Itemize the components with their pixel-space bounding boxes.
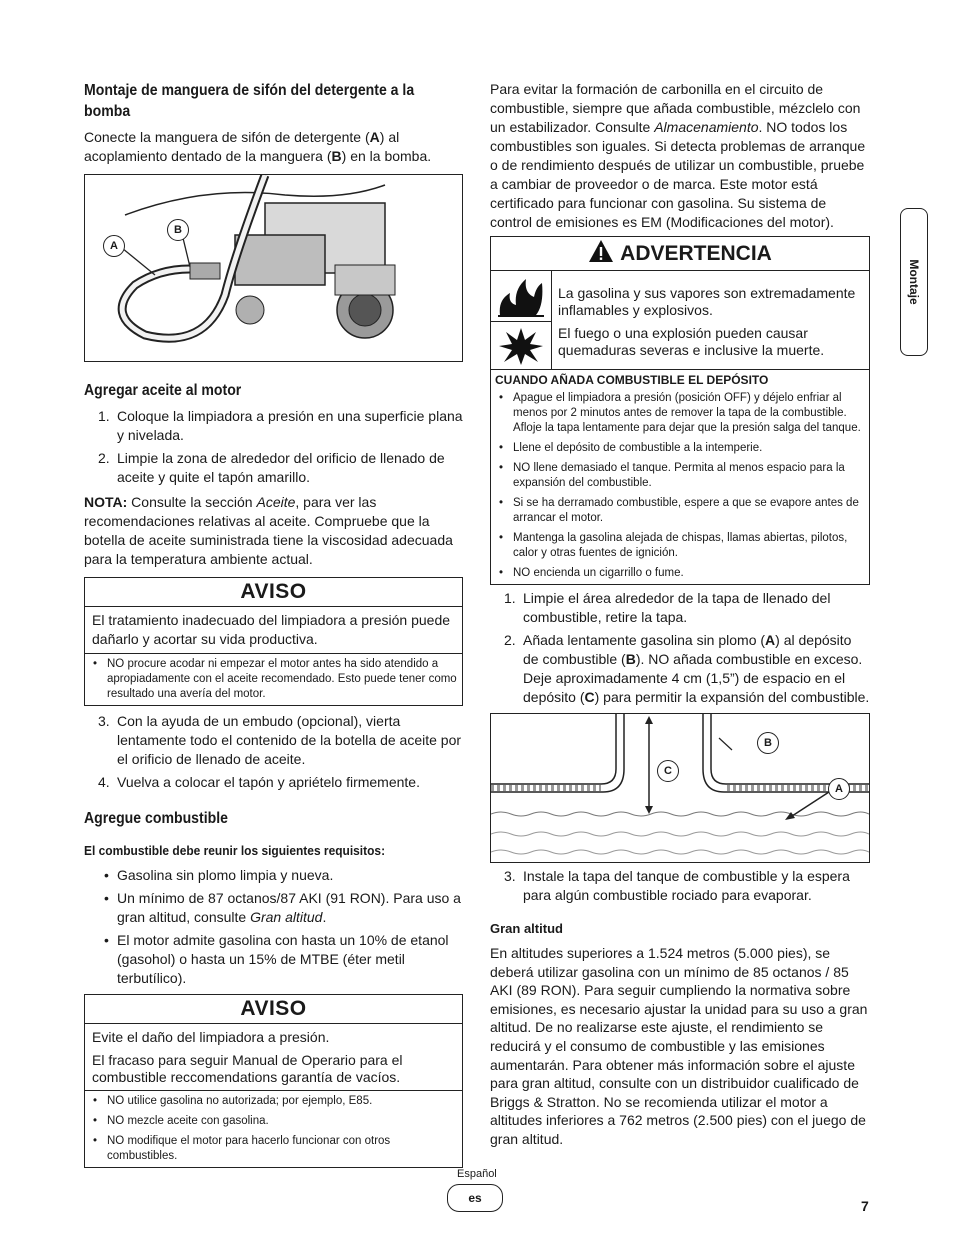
aviso-list [85, 653, 462, 705]
section-title-detergent-hose: Montaje de manguera de sifón del detergente a la bomba [84, 82, 415, 120]
explosion-icon [498, 326, 544, 366]
list-item: • Apague el limpiadora a presión (posición OFF) y déjelo enfriar al menos por 2 minutos antes de remover la tapa de la combustible. Afloje la tapa lentamente para dejar que la presión salga del tanque. [495, 391, 865, 436]
aviso-body: Evite el daño del limpiadora a presión. [92, 1029, 330, 1045]
warning-text-2: El fuego o una explosión pueden causar quemaduras severas e inclusive la muerte. [558, 325, 825, 358]
high-altitude-text: En altitudes superiores a 1.524 metros (5.000 pies), se deberá utilizar gasolina con un mínimo de 85 octanos / 85 AKI (89 RON). Para seguir cumpliendo la normativa sobre emisiones, es necesario ajustar la unidad para su uso a gran altitud. De no realizarse este ajuste, el rendimiento se reducirá y el consumo de combustible y las emisiones aumentarán. Para obtener más información sobre el ajuste para gran altitud, consulte con un distribuidor cualificado de Briggs & Stratton. No se recomienda utilizar el motor a altitudes inferiores a 762 metros (2.500 pies) con el juego de gran altitud. [490, 945, 868, 1147]
aviso-title: AVISO [85, 578, 462, 607]
list-item: 2. Añada lentamente gasolina sin plomo (A) al depósito de combustible (B). NO añada combustible en exceso. Deje aproximadamente 4 cm (1,5”) de espacio en el depósito (C) para permitir la expansión del combustible. [504, 632, 870, 705]
list-item: • El motor admite gasolina con hasta un 10% de etanol (gasohol) o hasta un 15% de MTBE (éter metil terbutílico). [84, 931, 463, 988]
list-item: • Un mínimo de 87 octanos/87 AKI (91 RON). Para uso a gran altitud, consulte Gran altitud. [84, 889, 463, 927]
list-item: • NO encienda un cigarrillo o fume. [495, 566, 865, 581]
aviso-body: El tratamiento inadecuado del limpiadora a presión puede dañarlo y acortar su vida productiva. [92, 612, 451, 647]
footer-language-code: es [447, 1184, 503, 1212]
aviso-box-oil [84, 577, 463, 706]
callout-b: B [167, 219, 189, 241]
high-altitude-title: Gran altitud [490, 921, 563, 936]
fuel-steps-list [490, 589, 870, 707]
section-tab: Montaje [900, 208, 928, 356]
list-item: • Llene el depósito de combustible a la intemperie. [495, 441, 865, 456]
right-column [490, 80, 870, 1149]
left-column [84, 80, 463, 1168]
list-item: 1. Coloque la limpiadora a presión en una superficie plana y nivelada. [98, 408, 463, 443]
note-text: NOTA: Consulte la sección Aceite, para ver las recomendaciones relativas al aceite. Compruebe que la botella de aceite suministrada tiene la viscosidad adecuada para la temperatura ambiente actual. [84, 494, 453, 567]
callout-b: B [757, 732, 779, 754]
section-title-add-oil: Agregar aceite al motor [84, 382, 242, 399]
aviso-body: El fracaso para seguir Manual de Operario para el combustible reccomendations garantía de vacíos. [92, 1052, 403, 1085]
aviso-title: AVISO [85, 995, 462, 1024]
callout-c: C [657, 760, 679, 782]
stabilizer-intro: Para evitar la formación de carbonilla en el circuito de combustible, siempre que añada combustible, mézclelo con un estabilizador. Consulte Almacenamiento. NO todos los combustibles son iguales. Si detecta problemas de arranque o de rendimiento después de utilizar un combustible, pruebe a cambiar de proveedor o de marca. Este motor está certificado para funcionar con gasolina. Su sistema de control de emisiones es EM (Modificaciones del motor). [490, 81, 866, 230]
list-item: • NO utilice gasolina no autorizada; por ejemplo, E85. [89, 1094, 458, 1109]
list-item: 1. Limpie el área alrededor de la tapa de llenado del combustible, retire la tapa. [504, 590, 831, 625]
list-item: 2. Limpie la zona de alrededor del orificio de llenado de aceite y quite el tapón amarillo. [98, 450, 445, 485]
callout-a: A [103, 235, 125, 257]
oil-steps-list-2 [84, 712, 463, 792]
warning-text-1: La gasolina y sus vapores son extremadamente inflamables y explosivos. [558, 285, 856, 318]
fuel-steps-list-2 [490, 867, 870, 905]
warning-triangle-icon [588, 239, 614, 263]
list-item: • Gasolina sin plomo limpia y nueva. [84, 866, 463, 885]
fuel-requirements-title: El combustible debe reunir los siguientes requisitos: [84, 843, 386, 858]
fuel-requirements-list [84, 866, 463, 988]
pump-illustration [85, 175, 462, 361]
hazard-icons [491, 271, 552, 369]
list-item: • NO procure acodar ni empezar el motor antes ha sido atendido a apropiadamente con el aceite recomendado. Esto puede tener como resultado una avería del motor. [89, 657, 458, 702]
list-item: 4. Vuelva a colocar el tapón y apriételo firmemente. [98, 774, 420, 790]
warning-subtitle: CUANDO AÑADA COMBUSTIBLE EL DEPÓSITO [495, 373, 769, 387]
list-item: • Si se ha derramado combustible, espere a que se evapore antes de arrancar el motor. [495, 496, 865, 526]
list-item: • NO llene demasiado el tanque. Permita al menos espacio para la expansión del combustible. [495, 461, 865, 491]
list-item: • NO mezcle aceite con gasolina. [89, 1114, 458, 1129]
list-item: • Mantenga la gasolina alejada de chispas, llamas abiertas, pilotos, calor y otras fuentes de ignición. [495, 531, 865, 561]
footer-language: Español [457, 1168, 497, 1180]
aviso-box-fuel [84, 994, 463, 1168]
fire-icon [496, 275, 546, 317]
list-item: 3. Con la ayuda de un embudo (opcional), vierta lentamente todo el contenido de la botella de aceite por el orificio de llenado de aceite. [98, 713, 462, 767]
warning-box [490, 236, 870, 585]
list-item: • NO modifique el motor para hacerlo funcionar con otros combustibles. [89, 1134, 458, 1164]
callout-a: A [828, 778, 850, 800]
aviso-list [85, 1090, 462, 1167]
oil-steps-list [84, 407, 463, 487]
pump-hose-figure [84, 174, 463, 362]
warning-header [491, 237, 869, 271]
list-item: 3. Instale la tapa del tanque de combustible y la espera para algún combustible rociado para evaporar. [504, 868, 850, 903]
page-number: 7 [861, 1198, 869, 1214]
warning-title: ADVERTENCIA [620, 242, 772, 265]
section-title-add-fuel: Agregue combustible [84, 810, 228, 827]
warning-list [495, 388, 865, 581]
fuel-tank-illustration [491, 714, 869, 862]
fuel-tank-figure [490, 713, 870, 863]
detergent-hose-text: Conecte la manguera de sifón de detergente (A) al acoplamiento dentado de la manguera (B) en la bomba. [84, 129, 432, 164]
